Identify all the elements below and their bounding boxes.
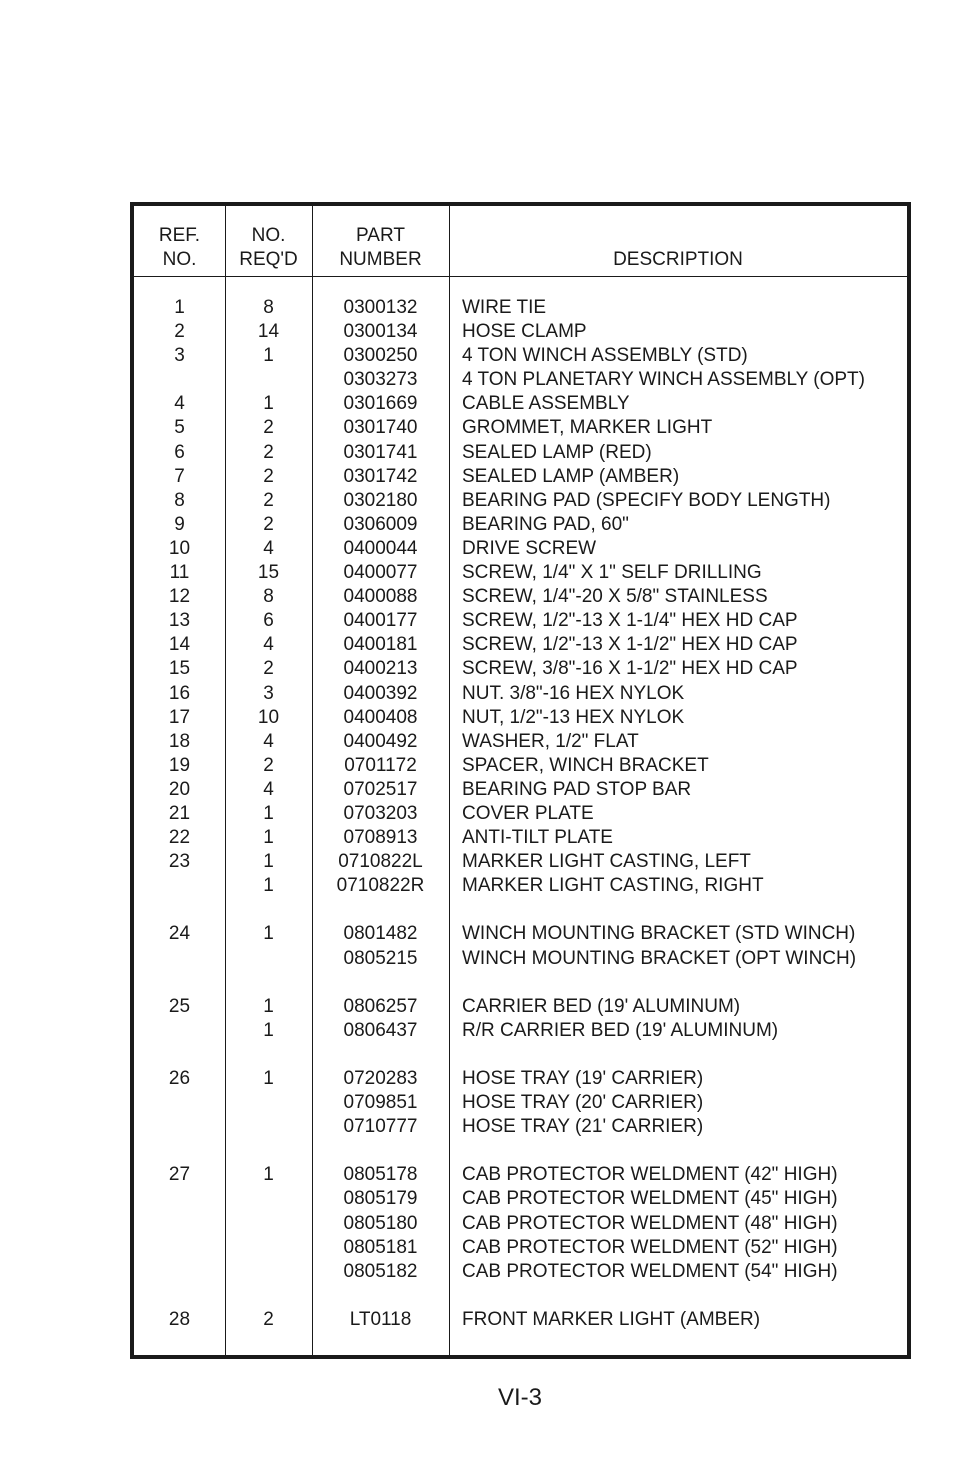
ref-no-cell: 24 — [168, 923, 191, 945]
table-row — [134, 730, 907, 754]
ref-no-cell: 22 — [168, 827, 191, 849]
qty-cell: 8 — [263, 586, 274, 608]
table-row — [134, 537, 907, 561]
qty-cell: 4 — [263, 778, 274, 800]
part-number-cell: 0710777 — [343, 1116, 418, 1138]
header-description: DESCRIPTION — [613, 249, 743, 270]
description-cell: BEARING PAD STOP BAR — [462, 778, 692, 800]
part-number-cell: 0400181 — [343, 634, 418, 656]
table-row — [134, 609, 907, 633]
part-number-cell: 0400408 — [343, 706, 418, 728]
description-cell: SEALED LAMP (RED) — [462, 441, 652, 463]
ref-no-cell: 3 — [174, 345, 185, 367]
description-cell: CAB PROTECTOR WELDMENT (42" HIGH) — [462, 1164, 838, 1186]
table-row — [134, 850, 907, 874]
ref-no-cell: 2 — [174, 321, 185, 343]
table-row — [134, 561, 907, 585]
description-cell: DRIVE SCREW — [462, 537, 597, 559]
table-row — [134, 778, 907, 802]
qty-cell: 2 — [263, 513, 274, 535]
ref-no-cell: 17 — [168, 706, 191, 728]
parts-table — [130, 202, 911, 1359]
table-row — [134, 320, 907, 344]
part-number-cell: 0400392 — [343, 682, 418, 704]
description-cell: FRONT MARKER LIGHT (AMBER) — [462, 1308, 761, 1330]
ref-no-cell: 19 — [168, 754, 191, 776]
table-row — [134, 1212, 907, 1236]
description-cell: BEARING PAD (SPECIFY BODY LENGTH) — [462, 489, 831, 511]
part-number-cell: 0806437 — [343, 1019, 418, 1041]
description-cell: SCREW, 1/2"-13 X 1-1/4" HEX HD CAP — [462, 610, 798, 632]
part-number-cell: 0400177 — [343, 610, 418, 632]
description-cell: CAB PROTECTOR WELDMENT (48" HIGH) — [462, 1212, 838, 1234]
table-row — [134, 947, 907, 971]
header-no-reqd: NO. REQ'D — [239, 225, 298, 270]
part-number-cell: 0400213 — [343, 658, 418, 680]
ref-no-cell: 8 — [174, 489, 185, 511]
description-cell: HOSE CLAMP — [462, 321, 587, 343]
qty-cell: 1 — [263, 923, 274, 945]
description-cell: CAB PROTECTOR WELDMENT (54" HIGH) — [462, 1260, 838, 1282]
qty-cell: 15 — [257, 562, 280, 584]
qty-cell: 1 — [263, 802, 274, 824]
table-row — [134, 513, 907, 537]
part-number-cell: 0710822L — [338, 851, 423, 873]
ref-no-cell: 28 — [168, 1308, 191, 1330]
qty-cell: 2 — [263, 417, 274, 439]
description-cell: CAB PROTECTOR WELDMENT (45" HIGH) — [462, 1188, 838, 1210]
part-number-cell: 0301669 — [343, 393, 418, 415]
ref-no-cell: 21 — [168, 802, 191, 824]
description-cell: HOSE TRAY (20' CARRIER) — [462, 1092, 704, 1114]
ref-no-cell: 1 — [174, 297, 185, 318]
description-cell: 4 TON WINCH ASSEMBLY (STD) — [462, 345, 748, 367]
description-cell: WINCH MOUNTING BRACKET (OPT WINCH) — [462, 947, 857, 969]
qty-cell: 4 — [263, 537, 274, 559]
description-cell: WINCH MOUNTING BRACKET (STD WINCH) — [462, 923, 856, 945]
part-number-cell: 0400492 — [343, 730, 418, 752]
table-row — [134, 489, 907, 513]
table-row — [134, 706, 907, 730]
qty-cell: 14 — [257, 321, 280, 343]
table-row — [134, 1163, 907, 1187]
table-row — [134, 682, 907, 706]
ref-no-cell: 6 — [174, 441, 185, 463]
part-number-cell: 0708913 — [343, 827, 418, 849]
table-row — [134, 344, 907, 368]
ref-no-cell: 27 — [168, 1164, 191, 1186]
table-row — [134, 1091, 907, 1115]
qty-cell: 1 — [263, 827, 274, 849]
header-part-number: PART NUMBER — [339, 225, 422, 270]
part-number-cell: 0400044 — [343, 537, 418, 559]
table-row — [134, 1236, 907, 1260]
part-number-cell: 0400077 — [343, 562, 418, 584]
qty-cell: 2 — [263, 754, 274, 776]
qty-cell: 2 — [263, 441, 274, 463]
ref-no-cell: 16 — [168, 682, 191, 704]
table-row — [134, 1115, 907, 1139]
table-row — [134, 1067, 907, 1091]
description-cell: GROMMET, MARKER LIGHT — [462, 417, 713, 439]
qty-cell: 8 — [263, 297, 274, 318]
qty-cell: 2 — [263, 465, 274, 487]
table-row — [134, 754, 907, 778]
qty-cell: 2 — [263, 658, 274, 680]
description-cell: ANTI-TILT PLATE — [462, 827, 613, 849]
table-row — [134, 368, 907, 392]
table-row — [134, 1019, 907, 1043]
table-row — [134, 802, 907, 826]
part-number-cell: 0302180 — [343, 489, 418, 511]
part-number-cell: 0710822R — [336, 875, 425, 897]
part-number-cell: 0805182 — [343, 1260, 418, 1282]
header-divider — [134, 276, 907, 277]
qty-cell: 1 — [263, 1019, 274, 1041]
part-number-cell: 0702517 — [343, 778, 418, 800]
table-row — [134, 296, 907, 320]
part-number-cell: 0805180 — [343, 1212, 418, 1234]
row-spacer — [134, 1043, 907, 1067]
description-cell: WASHER, 1/2" FLAT — [462, 730, 639, 752]
part-number-cell: 0303273 — [343, 369, 418, 391]
ref-no-cell: 12 — [168, 586, 191, 608]
description-cell: SEALED LAMP (AMBER) — [462, 465, 680, 487]
row-spacer — [134, 1284, 907, 1308]
ref-no-cell: 25 — [168, 995, 191, 1017]
qty-cell: 4 — [263, 634, 274, 656]
table-row — [134, 657, 907, 681]
qty-cell: 1 — [263, 1068, 274, 1089]
part-number-cell: 0300132 — [343, 297, 418, 318]
description-cell: SCREW, 1/4" X 1" SELF DRILLING — [462, 562, 762, 584]
description-cell: CABLE ASSEMBLY — [462, 393, 630, 415]
part-number-cell: 0805178 — [343, 1164, 418, 1186]
description-cell: SCREW, 1/4"-20 X 5/8" STAINLESS — [462, 586, 768, 608]
part-number-cell: 0805181 — [343, 1236, 418, 1258]
part-number-cell: 0805215 — [343, 947, 418, 969]
part-number-cell: 0720283 — [343, 1068, 418, 1089]
ref-no-cell: 4 — [174, 393, 185, 415]
table-row — [134, 826, 907, 850]
description-cell: HOSE TRAY (21' CARRIER) — [462, 1116, 704, 1138]
part-number-cell: 0300134 — [343, 321, 418, 343]
part-number-cell: 0709851 — [343, 1092, 418, 1114]
ref-no-cell: 18 — [168, 730, 191, 752]
description-cell: CAB PROTECTOR WELDMENT (52" HIGH) — [462, 1236, 838, 1258]
description-cell: MARKER LIGHT CASTING, LEFT — [462, 851, 751, 873]
qty-cell: 2 — [263, 489, 274, 511]
table-row — [134, 441, 907, 465]
qty-cell: 1 — [263, 851, 274, 873]
row-spacer — [134, 898, 907, 922]
header-ref-no: REF. NO. — [158, 225, 201, 270]
table-row — [134, 465, 907, 489]
table-row — [134, 1308, 907, 1332]
page-number: VI-3 — [497, 1384, 542, 1411]
description-cell: R/R CARRIER BED (19' ALUMINUM) — [462, 1019, 779, 1041]
table-row — [134, 874, 907, 898]
qty-cell: 1 — [263, 995, 274, 1017]
ref-no-cell: 20 — [168, 778, 191, 800]
table-row — [134, 995, 907, 1019]
ref-no-cell: 26 — [168, 1068, 191, 1089]
row-spacer — [134, 971, 907, 995]
description-cell: HOSE TRAY (19' CARRIER) — [462, 1068, 704, 1089]
part-number-cell: 0400088 — [343, 586, 418, 608]
part-number-cell: 0301740 — [343, 417, 418, 439]
part-number-cell: 0801482 — [343, 923, 418, 945]
qty-cell: 4 — [263, 730, 274, 752]
ref-no-cell: 7 — [174, 465, 185, 487]
part-number-cell: 0806257 — [343, 995, 418, 1017]
description-cell: COVER PLATE — [462, 802, 594, 824]
part-number-cell: 0703203 — [343, 802, 418, 824]
row-spacer — [134, 1139, 907, 1163]
table-row — [134, 392, 907, 416]
description-cell: MARKER LIGHT CASTING, RIGHT — [462, 875, 764, 897]
part-number-cell: 0306009 — [343, 513, 418, 535]
ref-no-cell: 11 — [169, 562, 190, 584]
table-row — [134, 416, 907, 440]
part-number-cell: 0301742 — [343, 465, 418, 487]
table-row — [134, 1260, 907, 1284]
qty-cell: 1 — [263, 1164, 274, 1186]
part-number-cell: 0701172 — [344, 754, 417, 776]
description-cell: CARRIER BED (19' ALUMINUM) — [462, 995, 741, 1017]
qty-cell: 10 — [257, 706, 280, 728]
part-number-cell: 0301741 — [343, 441, 418, 463]
ref-no-cell: 23 — [168, 851, 191, 873]
part-number-cell: 0300250 — [343, 345, 418, 367]
qty-cell: 1 — [263, 345, 274, 367]
ref-no-cell: 5 — [174, 417, 185, 439]
description-cell: SPACER, WINCH BRACKET — [462, 754, 709, 776]
table-body — [134, 296, 907, 1332]
ref-no-cell: 13 — [168, 610, 191, 632]
table-row — [134, 922, 907, 946]
description-cell: SCREW, 3/8"-16 X 1-1/2" HEX HD CAP — [462, 658, 798, 680]
qty-cell: 3 — [263, 682, 274, 704]
ref-no-cell: 14 — [168, 634, 191, 656]
qty-cell: 2 — [263, 1308, 274, 1330]
ref-no-cell: 9 — [174, 513, 185, 535]
qty-cell: 1 — [263, 875, 274, 897]
description-cell: NUT. 3/8"-16 HEX NYLOK — [462, 682, 685, 704]
description-cell: NUT, 1/2"-13 HEX NYLOK — [462, 706, 685, 728]
ref-no-cell: 15 — [168, 658, 191, 680]
table-row — [134, 585, 907, 609]
table-row — [134, 1187, 907, 1211]
part-number-cell: LT0118 — [349, 1308, 412, 1330]
part-number-cell: 0805179 — [343, 1188, 418, 1210]
description-cell: SCREW, 1/2"-13 X 1-1/2" HEX HD CAP — [462, 634, 798, 656]
qty-cell: 1 — [263, 393, 274, 415]
description-cell: 4 TON PLANETARY WINCH ASSEMBLY (OPT) — [462, 369, 865, 391]
ref-no-cell: 10 — [168, 537, 191, 559]
description-cell: WIRE TIE — [462, 297, 547, 318]
table-row — [134, 633, 907, 657]
description-cell: BEARING PAD, 60" — [462, 513, 629, 535]
qty-cell: 6 — [263, 610, 274, 632]
